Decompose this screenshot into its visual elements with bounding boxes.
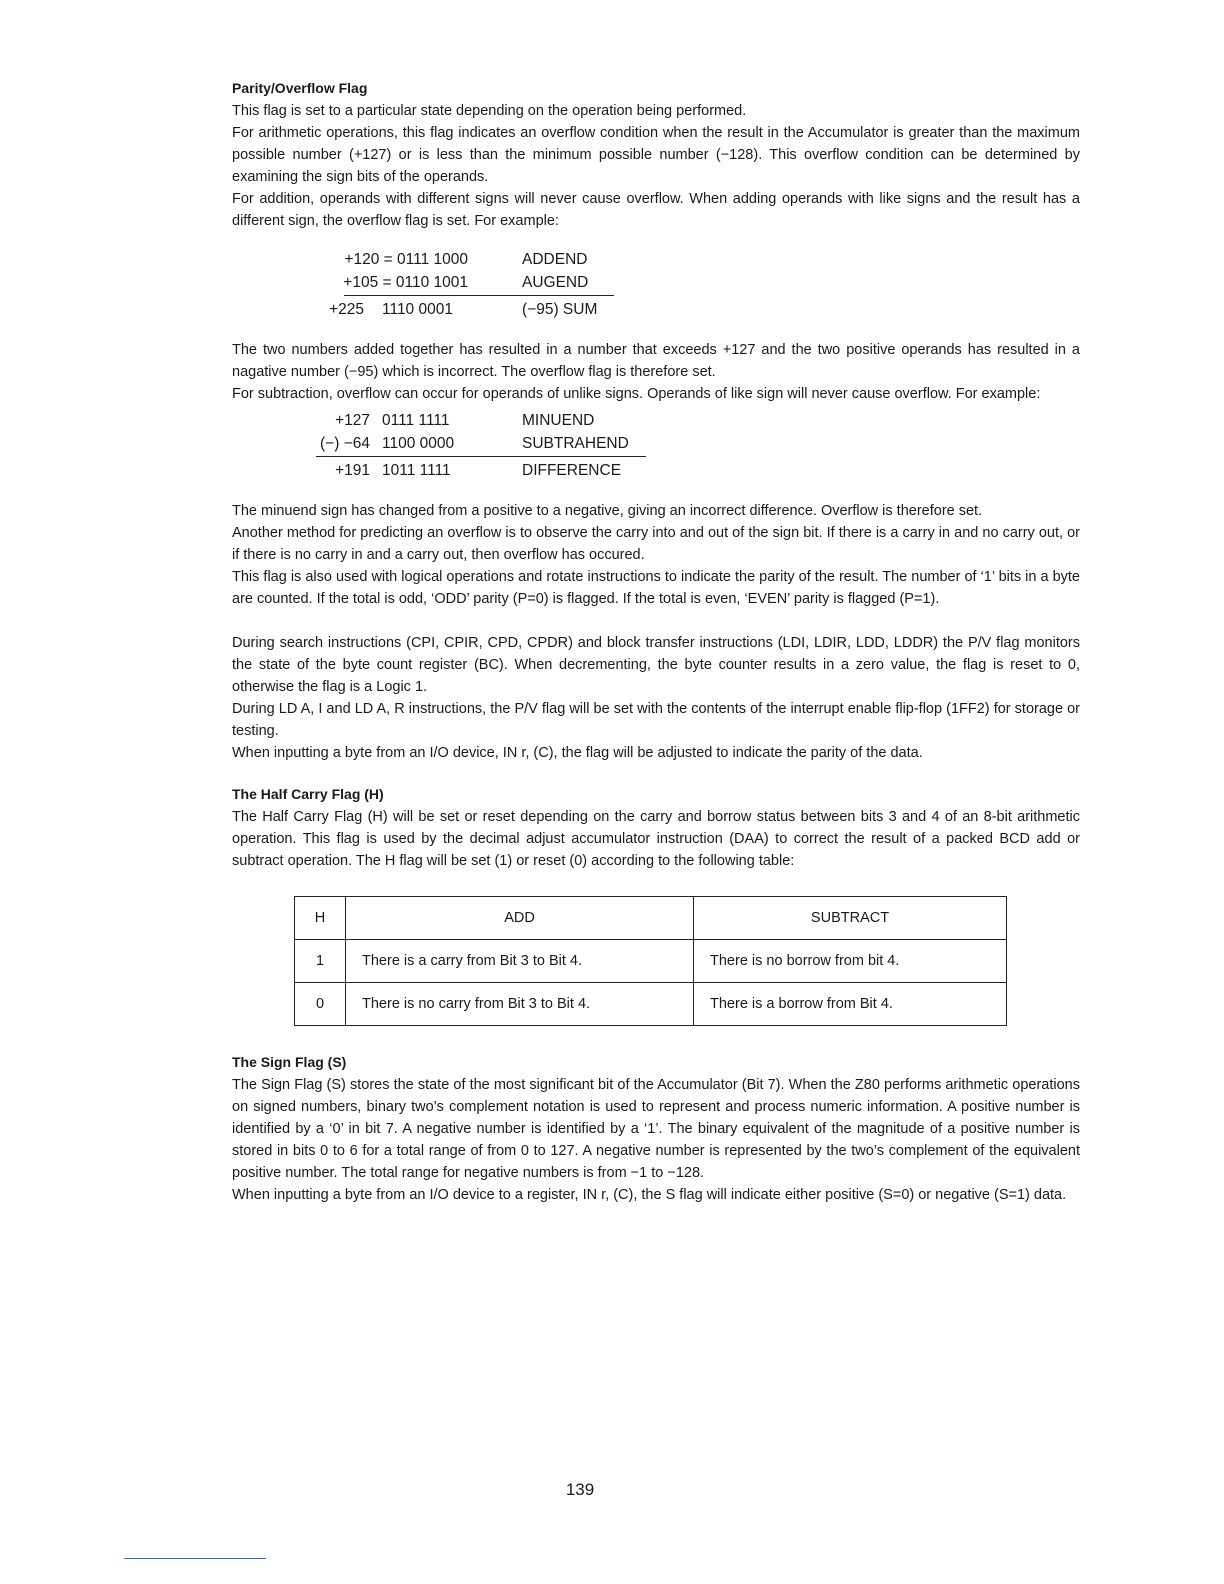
operand-label: ADDEND	[522, 250, 588, 268]
half-carry-table	[294, 896, 1007, 1026]
difference-rule	[316, 456, 646, 457]
paragraph: Another method for predicting an overflow is to observe the carry into and out of the sign bit. If there is a carry in and no carry out, or if there is no carry in and a carry out, then overflow has occured.	[232, 525, 1080, 563]
paragraph: The minuend sign has changed from a positive to a negative, giving an incorrect difference. Overflow is therefore set.	[232, 503, 983, 519]
result-binary: 1110 0001	[382, 300, 453, 318]
result-value: +191	[335, 461, 370, 479]
operand-label: AUGEND	[522, 273, 589, 291]
paragraph: For subtraction, overflow can occur for operands of unlike signs. Operands of like sign will never cause overflow. For example:	[232, 386, 1041, 402]
section-heading-sign: The Sign Flag (S)	[232, 1054, 347, 1070]
table-cell: 0	[295, 983, 346, 1026]
table-cell: There is no borrow from bit 4.	[694, 940, 1007, 983]
paragraph: When inputting a byte from an I/O device, IN r, (C), the flag will be adjusted to indicate the parity of the data.	[232, 745, 923, 761]
paragraph: For arithmetic operations, this flag indicates an overflow condition when the result in the Accumulator is greater than the maximum possible number (+127) or is less than the minimum possible number (−128). This overflow condition can be determined by examining the sign bits of the operands.	[232, 125, 1080, 185]
paragraph: The Sign Flag (S) stores the state of the most significant bit of the Accumulator (Bit 7). When the Z80 performs arithmetic operations on signed numbers, binary two’s complement notation is used to represent and process numeric information. A positive number is identified by a ‘0’ in bit 7. A negative number is identified by a ‘1’. The binary equivalent of the magnitude of a positive number is stored in bits 0 to 6 for a total range of from 0 to 127. A negative number is represented by the two’s complement of the equivalent positive number. The total range for negative numbers is from −1 to −128.	[232, 1077, 1080, 1181]
paragraph: This flag is set to a particular state depending on the operation being performed.	[232, 103, 747, 119]
operand-binary: 1100 0000	[382, 434, 455, 452]
paragraph: When inputting a byte from an I/O device to a register, IN r, (C), the S flag will indicate either positive (S=0) or negative (S=1) data.	[232, 1187, 1067, 1203]
operand-label: MINUEND	[522, 411, 595, 429]
spacer	[232, 764, 1080, 786]
paragraph: This flag is also used with logical operations and rotate instructions to indicate the parity of the result. The number of ‘1’ bits in a byte are counted. If the total is odd, ‘ODD’ parity (P=0) is flagged. If the total is even, ‘EVEN’ parity is flagged (P=1).	[232, 569, 1080, 607]
operand-value: +120 = 0111 1000	[344, 250, 468, 268]
section-heading-half-carry: The Half Carry Flag (H)	[232, 786, 384, 802]
subtraction-result-row	[232, 459, 1080, 482]
result-label: DIFFERENCE	[522, 461, 622, 479]
subtraction-row	[232, 409, 1080, 432]
result-label: (−95) SUM	[522, 300, 598, 318]
table-cell: There is a carry from Bit 3 to Bit 4.	[346, 940, 694, 983]
operand-value: +127	[335, 411, 370, 429]
column-header: SUBTRACT	[694, 897, 1007, 940]
addition-row	[232, 271, 1080, 294]
page-number: 139	[565, 1480, 595, 1499]
document-page	[232, 80, 1080, 1206]
operand-binary: 0111 1111	[382, 411, 450, 429]
subtraction-example	[232, 409, 1080, 482]
paragraph: During LD A, I and LD A, R instructions, the P/V flag will be set with the contents of the interrupt enable flip-flop (1FF2) for storage or testing.	[232, 701, 1080, 739]
addition-row	[232, 248, 1080, 271]
table-row	[295, 983, 1007, 1026]
table-row	[295, 940, 1007, 983]
spacer	[232, 610, 1080, 632]
subtraction-row	[232, 432, 1080, 455]
addition-result-row	[232, 298, 1080, 321]
paragraph: For addition, operands with different signs will never cause overflow. When adding operands with like signs and the result has a different sign, the overflow flag is set. For example:	[232, 191, 1080, 229]
table-cell: 1	[295, 940, 346, 983]
paragraph: During search instructions (CPI, CPIR, CPD, CPDR) and block transfer instructions (LDI, LDIR, LDD, LDDR) the P/V flag monitors the state of the byte count register (BC). When decrementing, the byte counter results in a zero value, the flag is reset to 0, otherwise the flag is a Logic 1.	[232, 635, 1080, 695]
section-heading-parity: Parity/Overflow Flag	[232, 80, 368, 96]
addition-example	[232, 248, 1080, 321]
table-header-row	[295, 897, 1007, 940]
operand-label: SUBTRAHEND	[522, 434, 629, 452]
column-header: H	[295, 897, 346, 940]
paragraph: The Half Carry Flag (H) will be set or reset depending on the carry and borrow status between bits 3 and 4 of an 8-bit arithmetic operation. This flag is used by the decimal adjust accumulator instruction (DAA) to correct the result of a packed BCD add or subtract operation. The H flag will be set (1) or reset (0) according to the following table:	[232, 809, 1080, 869]
paragraph: The two numbers added together has resulted in a number that exceeds +127 and the two positive operands has resulted in a nagative number (−95) which is incorrect. The overflow flag is therefore set.	[232, 342, 1080, 380]
table-cell: There is a borrow from Bit 4.	[694, 983, 1007, 1026]
table-cell: There is no carry from Bit 3 to Bit 4.	[346, 983, 694, 1026]
footer-rule	[124, 1558, 266, 1559]
column-header: ADD	[346, 897, 694, 940]
result-binary: 1011 1111	[382, 461, 451, 479]
operand-value: (−) −64	[320, 434, 370, 452]
result-value: +225	[329, 300, 364, 318]
operand-value: +105 = 0110 1001	[343, 273, 468, 291]
sum-rule	[344, 295, 614, 296]
